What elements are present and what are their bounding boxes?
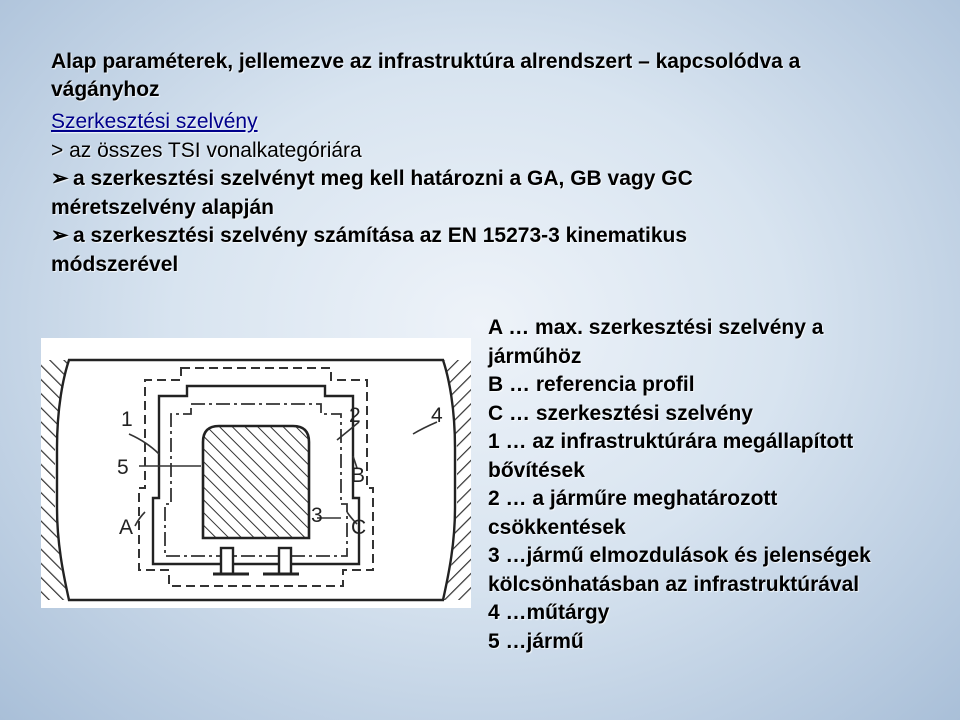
figure-label-c: C — [351, 516, 367, 539]
legend-line: A … max. szerkesztési szelvény a — [488, 316, 824, 339]
figure-label-3: 3 — [311, 504, 323, 527]
wheel-right — [279, 548, 291, 574]
wheel-left — [221, 548, 233, 574]
vehicle-body — [203, 426, 309, 538]
section-link[interactable]: Szerkesztési szelvény — [51, 110, 258, 133]
figure-legend — [488, 314, 948, 656]
legend-line: 1 … az infrastruktúrára megállapított — [488, 430, 854, 453]
figure-label-5: 5 — [117, 456, 129, 479]
scope-text: az összes TSI vonalkategóriára — [69, 138, 362, 162]
scope-marker: > — [51, 138, 64, 162]
legend-line: 3 …jármű elmozdulások és jelenségek — [488, 544, 871, 567]
heading-line-2: vágányhoz — [51, 78, 160, 101]
gauge-diagram — [41, 338, 471, 608]
legend-line: C … szerkesztési szelvény — [488, 401, 753, 425]
legend-line: 4 …műtárgy — [488, 601, 610, 624]
bullet-2-continued: módszerével — [51, 252, 179, 276]
structure-right-wall — [443, 360, 471, 600]
bullet-1-text: a szerkesztési szelvényt meg kell határozni a GA, GB vagy GC — [73, 167, 693, 190]
bullet-1 — [51, 165, 931, 194]
bullet-1-continued: méretszelvény alapján — [51, 195, 274, 219]
slide-heading — [51, 48, 931, 104]
legend-line: 2 … a járműre meghatározott — [488, 487, 778, 510]
slide-body — [51, 108, 931, 279]
figure-label-a: A — [119, 516, 134, 539]
figure-label-1: 1 — [121, 408, 133, 431]
bullet-2-text: a szerkesztési szelvény számítása az EN 15273-3 kinematikus — [73, 224, 688, 247]
legend-line: járműhöz — [488, 344, 582, 368]
bullet-2 — [51, 222, 931, 251]
gauge-diagram-drawing — [41, 338, 471, 608]
scope-line — [51, 137, 931, 166]
arrow-bullet-icon: ➢ — [51, 224, 69, 247]
structure-left-wall — [41, 360, 69, 600]
figure-label-4: 4 — [431, 404, 443, 427]
legend-line: bővítések — [488, 458, 585, 482]
figure-label-b: B — [351, 464, 366, 487]
legend-line: csökkentések — [488, 515, 626, 539]
heading-line-1: Alap paraméterek, jellemezve az infrastruktúra alrendszert – kapcsolódva a — [51, 50, 801, 73]
legend-line: kölcsönhatásban az infrastruktúrával — [488, 572, 860, 596]
legend-line: B … referencia profil — [488, 373, 695, 396]
arrow-bullet-icon: ➢ — [51, 167, 69, 190]
legend-line: 5 …jármű — [488, 629, 584, 653]
figure-label-2: 2 — [349, 404, 361, 427]
